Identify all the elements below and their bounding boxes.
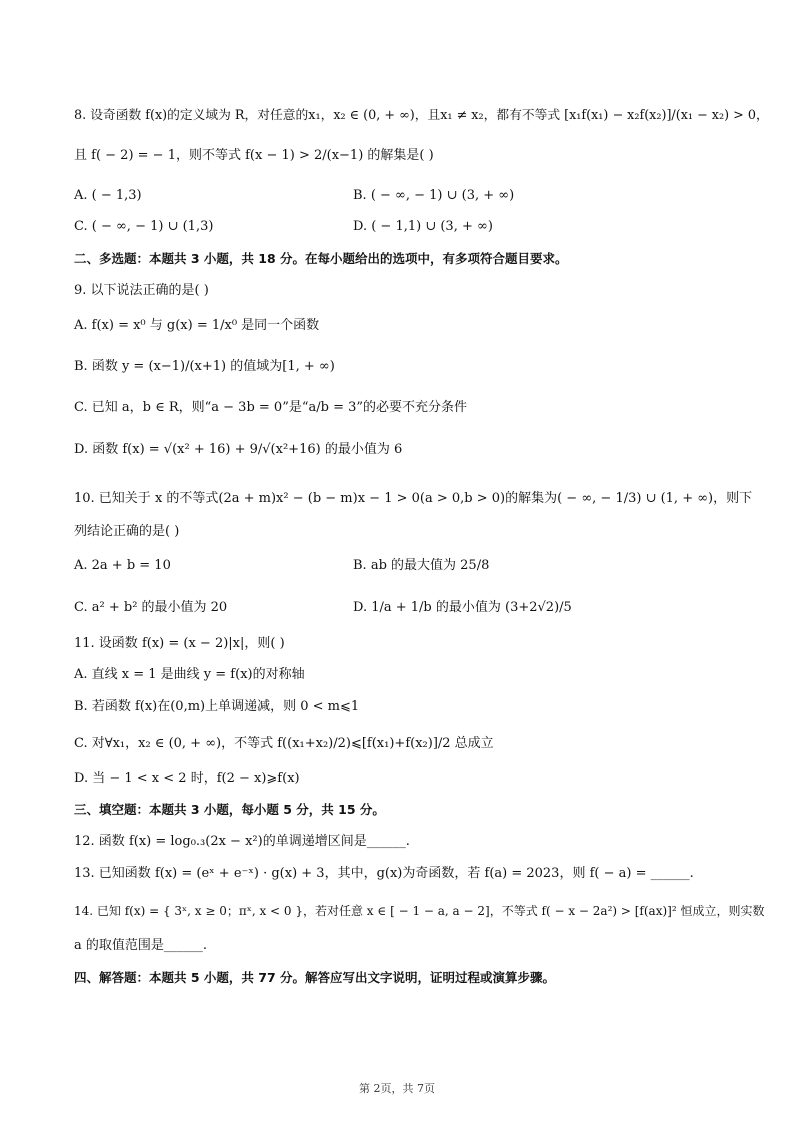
q11-option-b: B. 若函数 f(x)在(0,m)上单调递减，则 0 < m⩽1: [74, 699, 360, 714]
q8-stem-line2: 且 f( − 2) = − 1，则不等式 f(x − 1) > 2/(x−1) 的解集是( ): [74, 148, 434, 163]
q14-stem-line2: a 的取值范围是______.: [74, 938, 208, 953]
q10-option-d: D. 1/a + 1/b 的最小值为 (3+2√2)/5: [353, 600, 572, 615]
q9-option-c: C. 已知 a，b ∈ R，则“a − 3b = 0”是“a/b = 3”的必要不充分条件: [74, 400, 468, 415]
q10-option-a: A. 2a + b = 10: [74, 558, 171, 573]
q14-stem-line1: 14. 已知 f(x) = { 3ˣ, x ≥ 0；πˣ, x < 0 }，若对任意 x ∈ [ − 1 − a, a − 2]，不等式 f( − x − 2a²) > [f(ax)]² 恒成立，则实数: [74, 904, 765, 918]
q9-option-a: A. f(x) = x⁰ 与 g(x) = 1/x⁰ 是同一个函数: [74, 318, 320, 333]
q11-option-c: C. 对∀x₁，x₂ ∈ (0, + ∞)，不等式 f((x₁+x₂)/2)⩽[f(x₁)+f(x₂)]/2 总成立: [74, 736, 494, 751]
q9-option-b: B. 函数 y = (x−1)/(x+1) 的值域为[1, + ∞): [74, 359, 335, 374]
section-4-heading: 四、解答题：本题共 5 小题，共 77 分。解答应写出文字说明，证明过程或演算步骤。: [74, 970, 556, 985]
q8-option-d: D. ( − 1,1) ∪ (3, + ∞): [353, 219, 493, 234]
q10-stem-line1: 10. 已知关于 x 的不等式(2a + m)x² − (b − m)x − 1 > 0(a > 0,b > 0)的解集为( − ∞, − 1/3) ∪ (1, + ∞)，则下: [74, 491, 753, 506]
q11-option-a: A. 直线 x = 1 是曲线 y = f(x)的对称轴: [74, 667, 305, 682]
q10-option-c: C. a² + b² 的最小值为 20: [74, 600, 228, 615]
q10-option-b: B. ab 的最大值为 25/8: [353, 558, 490, 573]
section-2-heading: 二、多选题：本题共 3 小题，共 18 分。在每小题给出的选项中，有多项符合题目要求。: [74, 251, 568, 266]
section-3-heading: 三、填空题：本题共 3 小题，每小题 5 分，共 15 分。: [74, 802, 385, 817]
page-footer: 第 2页，共 7页: [359, 1082, 435, 1095]
q12: 12. 函数 f(x) = log₀.₃(2x − x²)的单调递增区间是______.: [74, 834, 410, 849]
q9-option-d: D. 函数 f(x) = √(x² + 16) + 9/√(x²+16) 的最小值为 6: [74, 442, 403, 457]
q8-stem-line1: 8. 设奇函数 f(x)的定义域为 R，对任意的x₁，x₂ ∈ (0, + ∞)，且x₁ ≠ x₂，都有不等式 [x₁f(x₁) − x₂f(x₂)]/(x₁ − x₂) > 0，: [74, 108, 769, 123]
q9-stem: 9. 以下说法正确的是( ): [74, 283, 209, 298]
q8-option-a: A. ( − 1,3): [74, 188, 142, 203]
q11-stem: 11. 设函数 f(x) = (x − 2)|x|，则( ): [74, 636, 285, 651]
q13: 13. 已知函数 f(x) = (eˣ + e⁻ˣ) · g(x) + 3，其中，g(x)为奇函数，若 f(a) = 2023，则 f( − a) = ______.: [74, 866, 694, 881]
q8-option-b: B. ( − ∞, − 1) ∪ (3, + ∞): [353, 188, 515, 203]
q8-option-c: C. ( − ∞, − 1) ∪ (1,3): [74, 219, 214, 234]
q11-option-d: D. 当 − 1 < x < 2 时，f(2 − x)⩾f(x): [74, 771, 300, 786]
q10-stem-line2: 列结论正确的是( ): [74, 524, 180, 539]
